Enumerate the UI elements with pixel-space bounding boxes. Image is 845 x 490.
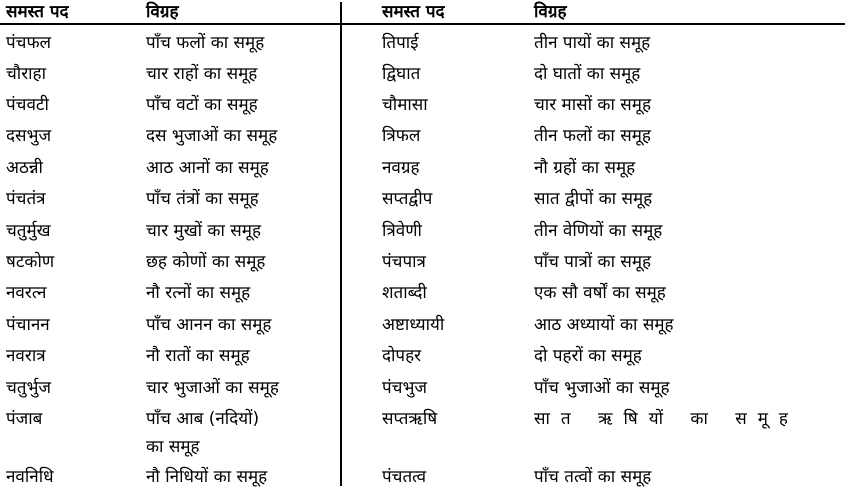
header-right-samast-pad: समस्त पद [382,2,445,22]
left-samast-pad: चतुर्मुख [6,221,51,241]
right-vigrah: पाँच पात्रों का समूह [534,252,652,272]
right-samast-pad: नवग्रह [382,158,420,178]
left-samast-pad: षटकोण [6,252,55,272]
right-vigrah: दो घातों का समूह [534,64,641,84]
left-samast-pad: दसभुज [6,126,52,146]
right-samast-pad: त्रिफल [382,126,421,146]
left-vigrah: पाँच तंत्रों का समूह [146,189,259,209]
right-vigrah: तीन वेणियों का समूह [534,221,663,241]
right-vigrah: तीन पायों का समूह [534,33,651,53]
left-samast-pad: पंजाब [6,409,43,429]
right-samast-pad: त्रिवेणी [382,221,422,241]
left-samast-pad: पंचफल [6,33,52,53]
left-vigrah: पाँच आब (नदियों) [146,409,260,429]
right-samast-pad: तिपाई [382,33,419,53]
right-vigrah: एक सौ वर्षों का समूह [534,283,666,303]
left-vigrah: चार राहों का समूह [146,64,258,84]
left-vigrah: दस भुजाओं का समूह [146,126,278,146]
left-samast-pad: चतुर्भुज [6,378,52,398]
header-underline [0,23,845,25]
right-vigrah: पाँच भुजाओं का समूह [534,378,670,398]
right-vigrah: आठ अध्यायों का समूह [534,315,674,335]
header-left-samast-pad: समस्त पद [6,2,69,22]
left-vigrah: छह कोणों का समूह [146,252,266,272]
right-vigrah: तीन फलों का समूह [534,126,651,146]
left-samast-pad: पंचानन [6,315,50,335]
left-vigrah: पाँच फलों का समूह [146,33,265,53]
left-samast-pad: पंचतंत्र [6,189,46,209]
right-vigrah: सात द्वीपों का समूह [534,189,653,209]
right-samast-pad: पंचभुज [382,378,428,398]
right-samast-pad: अष्टाध्यायी [382,315,445,335]
left-samast-pad: पंचवटी [6,95,49,115]
right-samast-pad: सप्तऋषि [382,409,438,429]
right-vigrah: पाँच तत्वों का समूह [534,467,652,487]
right-samast-pad: सप्तद्वीप [382,189,433,209]
left-vigrah: चार मुखों का समूह [146,221,261,241]
left-vigrah: नौ रातों का समूह [146,346,250,366]
left-vigrah: चार भुजाओं का समूह [146,378,279,398]
left-vigrah-continued: का समूह [146,437,200,457]
right-samast-pad: पंचतत्व [382,467,427,487]
header-left-vigrah: विग्रह [146,2,179,22]
right-vigrah: चार मासों का समूह [534,95,651,115]
left-samast-pad: नवनिधि [6,467,54,487]
left-vigrah: नौ रत्नों का समूह [146,283,251,303]
left-vigrah: नौ निधियों का समूह [146,467,268,487]
right-vigrah: दो पहरों का समूह [534,346,642,366]
left-vigrah: पाँच वटों का समूह [146,95,258,115]
column-divider [340,2,342,486]
left-samast-pad: अठन्नी [6,158,43,178]
left-samast-pad: नवरत्न [6,283,47,303]
left-samast-pad: नवरात्र [6,346,46,366]
header-right-vigrah: विग्रह [534,2,567,22]
left-vigrah: पाँच आनन का समूह [146,315,272,335]
right-samast-pad: चौमासा [382,95,428,115]
right-samast-pad: दोपहर [382,346,422,366]
right-samast-pad: शताब्दी [382,283,427,303]
left-samast-pad: चौराहा [6,64,46,84]
right-vigrah: सात ऋषियों का समूह [534,409,799,429]
left-vigrah: आठ आनों का समूह [146,158,269,178]
right-samast-pad: द्विघात [382,64,421,84]
right-samast-pad: पंचपात्र [382,252,426,272]
right-vigrah: नौ ग्रहों का समूह [534,158,636,178]
